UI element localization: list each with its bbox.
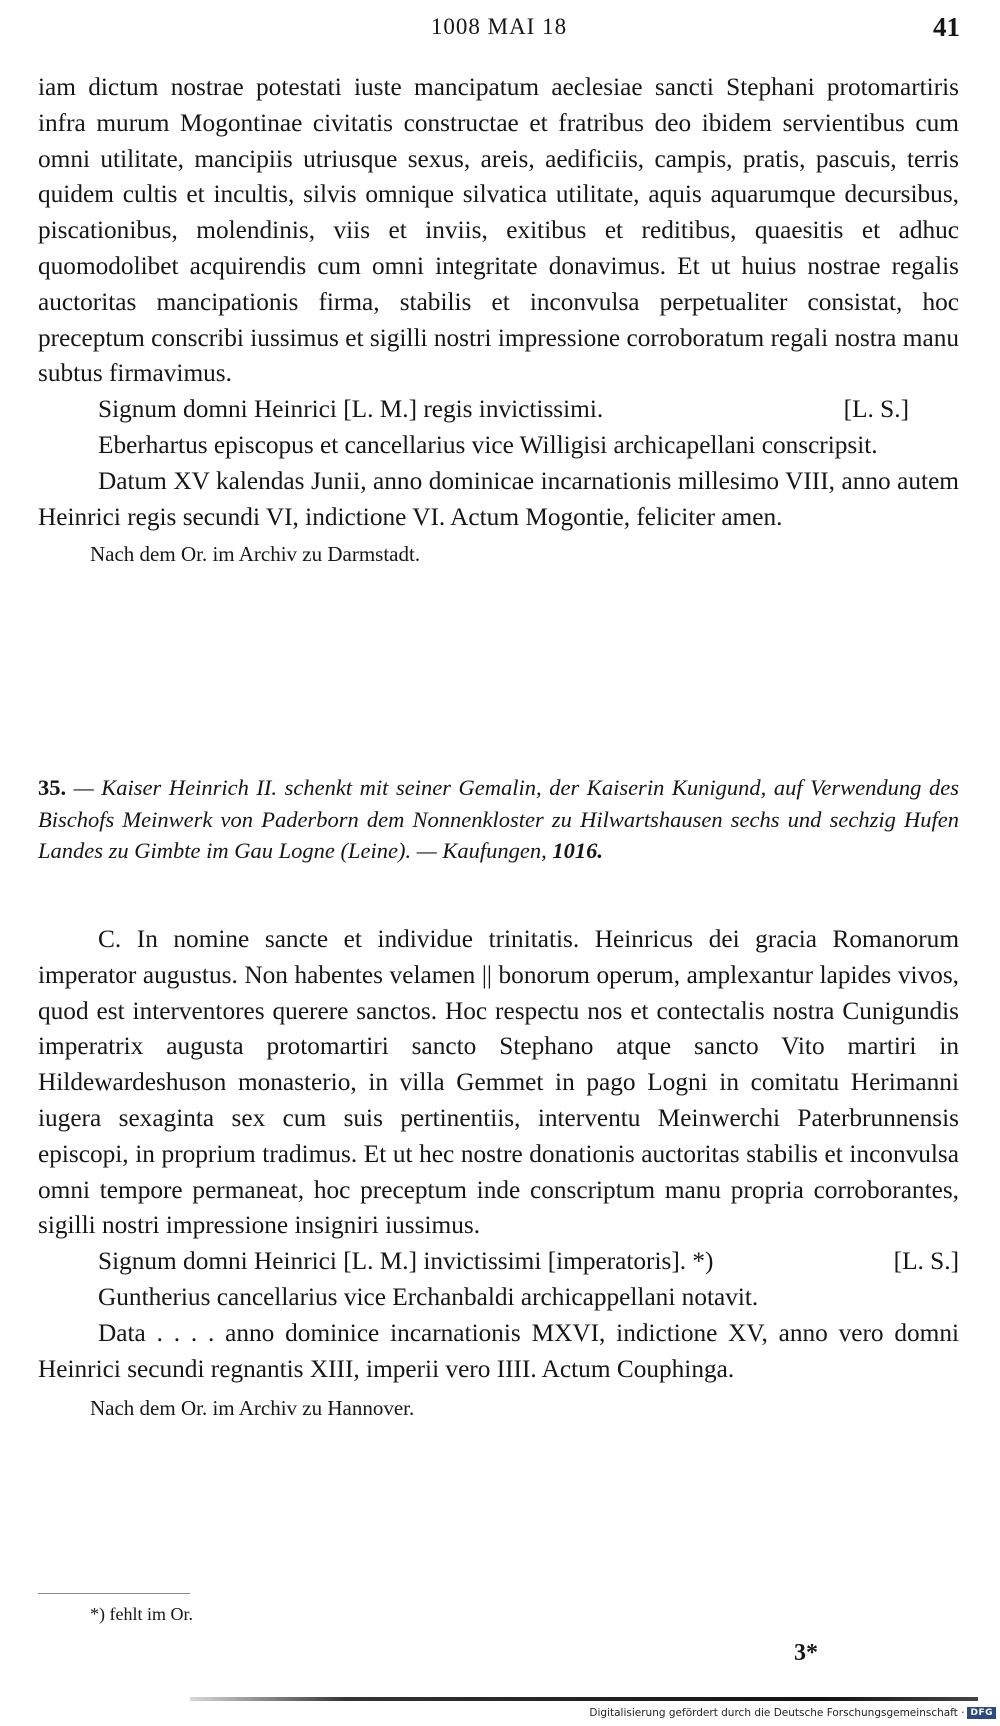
document-35-number: 35. (38, 775, 67, 800)
document-35-data: Data . . . . anno dominice incarnationis MXVI, indictione XV, anno vero domni Heinrici secundi regnantis XIII, imperii vero IIII. Actum Couphinga. (38, 1318, 959, 1383)
document-34-seal-note: [L. S.] (843, 395, 909, 424)
document-35-text: C. In nomine sancte et individue trinitatis. Heinricus dei gracia Romanorum imperator augustus. Non habentes velamen || bonorum operum, amplexantur lapides vivos, quod est interventores querere sanctos. Hoc respectu nos et contectalis nostra Cunigundis imperatrix augusta protomartiri sancto Stephano atque sancto Vito martiri in Hildewardeshuson monasterio, in villa Gemmet in pago Logni in comitatu Herimanni iugera sexaginta sex cum suis pertinentiis, interventu Meinwerchi Paterbrunnensis episcopi, in proprium tradimus. Et ut hec nostre donationis auctoritas stabilis et inconvulsa omni tempore permaneat, hoc preceptum inde conscriptum manu propria corroborantes, sigilli nostri impressione insigniri iussimus. (38, 925, 959, 1240)
document-34-datum: Datum XV kalendas Junii, anno dominicae incarnationis millesimo VIII, anno autem Heinrici regis secundi VI, indictione VI. Actum Mogontie, feliciter amen. (38, 466, 959, 531)
document-35-signum: Signum domni Heinrici [L. M.] invictissimi [imperatoris]. *) (98, 1247, 714, 1276)
document-35-seal-note: [L. S.] (893, 1247, 959, 1276)
document-34-text: iam dictum nostrae potestati iuste mancipatum aeclesiae sancti Stephani protomartiris infra murum Mogontinae civitatis constructae et fratribus deo ibidem servientibus cum omni utilitate, mancipiis utriusque sexus, areis, aedificiis, campis, pratis, pascuis, terris quidem cultis et incultis, silvis omnique silvatica utilitate, aquis aquarumque decursibus, piscationibus, molendinis, viis et inviis, exitibus et reditibus, quaesitis et adhuc quomodolibet acquirendis cum omni integritate donavimus. Et ut huius nostrae regalis auctoritas mancipationis firma, stabilis et inconvulsa perpetualiter consistat, hoc preceptum conscribi iussimus et sigilli nostri impressione corroboratum regali nostra manu subtus firmavimus. (38, 73, 959, 388)
running-head: 1008 MAI 18 (430, 14, 568, 39)
document-35-regest-text (38, 772, 959, 867)
document-35-body (38, 922, 959, 1423)
page-number: 41 (933, 12, 960, 42)
digitization-credit (589, 1707, 996, 1719)
document-35-summary: — Kaiser Heinrich II. schenkt mit seiner Gemalin, der Kaiserin Kunigund, auf Verwendung des Bischofs Meinwerk von Paderborn dem Nonnenkloster zu Hilwartshausen sechs und sechzig Hufen Landes zu Gimbte im Gau Logne (Leine). — Kaufungen, (38, 775, 959, 863)
sheet-signature-mark: 3* (794, 1640, 818, 1666)
document-34-recognition: Eberhartus episcopus et cancellarius vice Willigisi archicapellani conscripsit. (98, 430, 878, 459)
document-35-recognition: Guntherius cancellarius vice Erchanbaldi archicappellani notavit. (98, 1282, 759, 1311)
footnote: *) fehlt im Or. (90, 1604, 193, 1624)
page-header (38, 14, 960, 50)
dfg-logo-icon: DFG (967, 1707, 996, 1719)
credit-text: Digitalisierung gefördert durch die Deutsche Forschungsgemeinschaft · (589, 1707, 965, 1719)
document-35-source: Nach dem Or. im Archiv zu Hannover. (90, 1396, 415, 1421)
document-35-year: 1016. (552, 838, 603, 863)
document-35-regest (38, 772, 959, 867)
document-35-signum-line (38, 1244, 959, 1280)
bottom-scan-rule (190, 1697, 978, 1701)
footnote-divider (38, 1593, 190, 1594)
document-34-signum: Signum domni Heinrici [L. M.] regis invictissimi. (98, 395, 604, 424)
document-34-signum-line (38, 392, 959, 428)
document-34-continuation (38, 70, 959, 569)
document-34-source: Nach dem Or. im Archiv zu Darmstadt. (90, 542, 421, 567)
